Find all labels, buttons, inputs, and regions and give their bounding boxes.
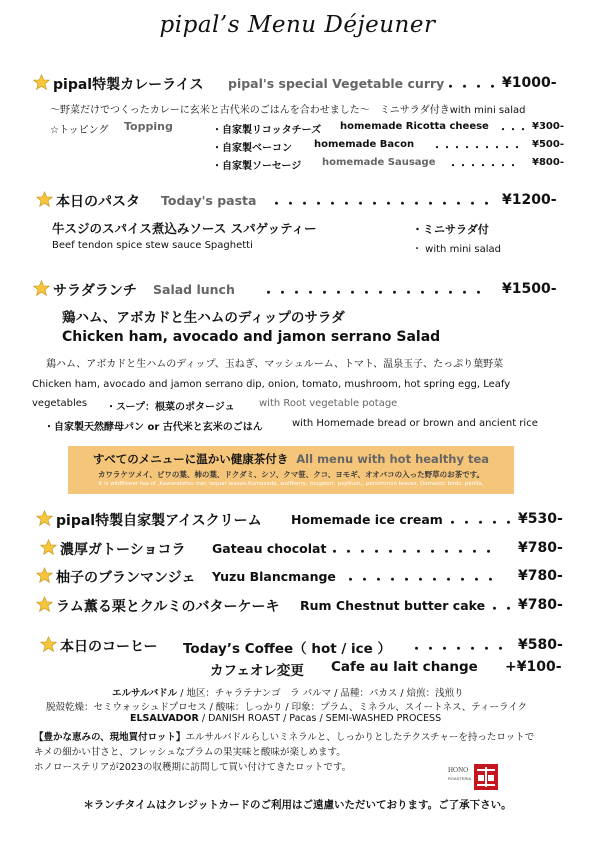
pasta-dots: ・・・・・・・・・・・・・・・・ (270, 197, 495, 212)
dessert-item (36, 510, 262, 530)
salad-name-en: Salad lunch (153, 282, 235, 297)
dessert-name-en: Homemade ice cream (291, 512, 443, 527)
menu-title: pipal’s Menu Déjeuner (159, 12, 436, 38)
topping-item-price: ¥500- (532, 139, 564, 150)
dessert-name-ja: pipal特製自家製アイスクリーム (56, 513, 262, 529)
coffee-price: ¥580- (518, 637, 563, 653)
dessert-name-ja: 濃厚ガトーショコラ (60, 542, 186, 558)
coffee-change-ja: カフェオレ変更 (210, 663, 304, 679)
svg-text:HONO: HONO (448, 766, 469, 774)
pasta-side-en: ・ with mini salad (412, 244, 501, 255)
coffee-process: 脱殻乾燥：セミウォッシュドプロセス / 酸味：しっかり / 印象：プラム、ミネラル、スイートネス、ティーライク (46, 702, 528, 713)
star-icon (33, 74, 50, 91)
dessert-name-en: Gateau chocolat (212, 541, 327, 556)
coffee-note-1 (34, 729, 534, 743)
pasta-dish-ja: 牛スジのスパイス煮込みソース スパゲッティー (52, 221, 317, 236)
pasta-name-ja: 本日のパスタ (56, 194, 140, 210)
coffee-dots: ・・・・・・・ (410, 642, 509, 657)
star-icon (40, 636, 57, 653)
coffee-en-line (130, 713, 441, 724)
dessert-item (36, 596, 279, 616)
coffee-en-label: ELSALVADOR (130, 713, 199, 724)
pasta-price: ¥1200- (502, 192, 557, 208)
svg-text:ROASTERIA: ROASTERIA (448, 776, 472, 781)
salad-dots: ・・・・・・・・・・・・・・・・ (262, 286, 487, 301)
topping-item-price: ¥300- (532, 121, 564, 132)
pasta-heading (36, 191, 140, 211)
pasta-name-en: Today's pasta (161, 193, 257, 208)
curry-name-ja: pipal特製カレーライス (53, 77, 204, 93)
topping-item-dots: ・・・・・・・ (448, 161, 518, 172)
coffee-heading (40, 636, 157, 656)
curry-description: ～野菜だけでつくったカレーに玄米と古代米のごはんを合わせました～ ミニサラダ付きwith mini salad (50, 105, 526, 116)
dessert-name-ja: ラム薫る栗とクルミのバターケーキ (56, 599, 280, 615)
tea-line-1-en: All menu with hot healthy tea (296, 452, 490, 466)
footer-note: ＊ランチタイムはクレジットカードのご利用はご遠慮いただいております。ご了承下さい。 (83, 799, 512, 811)
dessert-price: ¥780- (518, 540, 563, 556)
tea-line-1-ja: すべてのメニューに温かい健康茶付き (92, 452, 289, 466)
topping-item-ja: ・自家製ソーセージ (212, 161, 302, 172)
star-icon (33, 280, 50, 297)
coffee-change-en: Cafe au lait change (331, 659, 478, 675)
salad-desc-en-1: Chicken ham, avocado and jamon serrano dip, onion, tomato, mushroom, hot spring egg, Leafy (32, 379, 511, 390)
topping-item-dots: ・・・ (498, 125, 528, 136)
topping-item-en: homemade Ricotta cheese (340, 121, 489, 132)
dessert-price: ¥780- (518, 597, 563, 613)
star-icon (36, 191, 53, 208)
dessert-price: ¥530- (518, 511, 563, 527)
coffee-origin-label: エルサルバドル (112, 688, 178, 699)
coffee-note-head: 【豊かな恵みの、現地買付ロット】 (34, 732, 186, 743)
topping-item-price: ¥800- (532, 157, 564, 168)
curry-price: ¥1000- (502, 75, 557, 91)
dessert-dots: ・・ (488, 602, 517, 617)
star-icon (36, 596, 53, 613)
tea-line-3: It is wildflower tea of ,Kawaratetsu mei, loquat leaves,Kumasada, wolfberry, mugwort, psyllium,, persimmon leaves, Domestic birds, perilla, (98, 481, 484, 487)
topping-item-ja: ・自家製リコッタチーズ (212, 125, 322, 136)
curry-heading (33, 74, 204, 94)
coffee-note-3: ホノローステリアが2023の収穫期に訪問して買い付けてきたロットです。 (34, 762, 352, 773)
salad-bread-ja: ・自家製天然酵母パン or 古代米と玄米のごはん (44, 422, 263, 433)
tea-line-1 (68, 451, 514, 467)
dessert-price: ¥780- (518, 568, 563, 584)
salad-price: ¥1500- (502, 281, 557, 297)
coffee-note-2: キメの細かい甘さと、フレッシュなプラムの果実味と酸味が楽しめます。 (34, 747, 346, 758)
healthy-tea-banner (68, 446, 514, 494)
coffee-name-ja: 本日のコーヒー (60, 639, 158, 655)
salad-bread-en: with Homemade bread or brown and ancient rice (292, 418, 538, 429)
salad-desc-en-2: vegetables (32, 398, 88, 409)
salad-name-ja: サラダランチ (53, 283, 137, 299)
topping-label-en: Topping (124, 120, 173, 133)
topping-item-en: homemade Bacon (314, 139, 415, 150)
star-icon (36, 510, 53, 527)
salad-soup-ja: ・スープ：根菜のポタージュ (106, 402, 235, 413)
salad-dish-en: Chicken ham, avocado and jamon serrano Salad (62, 329, 441, 345)
topping-item-en: homemade Sausage (322, 157, 436, 168)
dessert-dots: ・・・・・・・・・・・ (344, 573, 499, 588)
coffee-note-1-text: エルサルバドルらしいミネラルと、しっかりとしたテクスチャーを持ったロットで (185, 732, 535, 743)
salad-dish-ja: 鶏ハム、アボカドと生ハムのディップのサラダ (62, 310, 345, 326)
dessert-name-en: Yuzu Blancmange (212, 569, 336, 584)
topping-label: ☆トッピング (50, 125, 109, 136)
star-icon (36, 567, 53, 584)
curry-name-en: pipal's special Vegetable curry (228, 76, 445, 91)
coffee-origin-rest: / 地区：チャラテナンゴ ラ パルマ / 品種：パカス / 焙煎：浅煎り (177, 688, 464, 699)
salad-desc-ja: 鶏ハム、アボカドと生ハムのディップ、玉ねぎ、マッシュルーム、トマト、温泉玉子、たっぷり葉野菜 (46, 359, 504, 370)
coffee-origin (112, 685, 464, 699)
coffee-change-price: +¥100- (505, 659, 562, 675)
pasta-side-ja: ・ミニサラダ付 (412, 223, 489, 236)
coffee-name-en: Today’s Coffee（ hot / ice ） (183, 641, 391, 657)
tea-line-2: カワラケツメイ、ビワの葉、柿の葉、ドクダミ、シソ、クマ笹、クコ、ヨモギ、オオバコの入った野草のお茶です。 (97, 470, 485, 479)
dessert-item (36, 567, 195, 587)
pasta-dish-en: Beef tendon spice stew sauce Spaghetti (52, 240, 253, 251)
curry-dots: ・・・・ (444, 80, 501, 95)
dessert-dots: ・・・・・・・・・・・・ (328, 545, 497, 560)
topping-item-ja: ・自家製ベーコン (212, 143, 292, 154)
dessert-item (40, 539, 185, 559)
salad-soup-en: with Root vegetable potage (259, 398, 398, 409)
coffee-en-rest: / DANISH ROAST / Pacas / SEMI-WASHED PROCESS (198, 713, 442, 724)
dessert-dots: ・・・・・ (446, 516, 517, 531)
salad-heading (33, 280, 137, 300)
dessert-name-en: Rum Chestnut butter cake (300, 598, 486, 613)
star-icon (40, 539, 57, 556)
topping-item-dots: ・・・・・・・・・ (432, 143, 522, 154)
dessert-name-ja: 柚子のブランマンジェ (56, 570, 196, 586)
